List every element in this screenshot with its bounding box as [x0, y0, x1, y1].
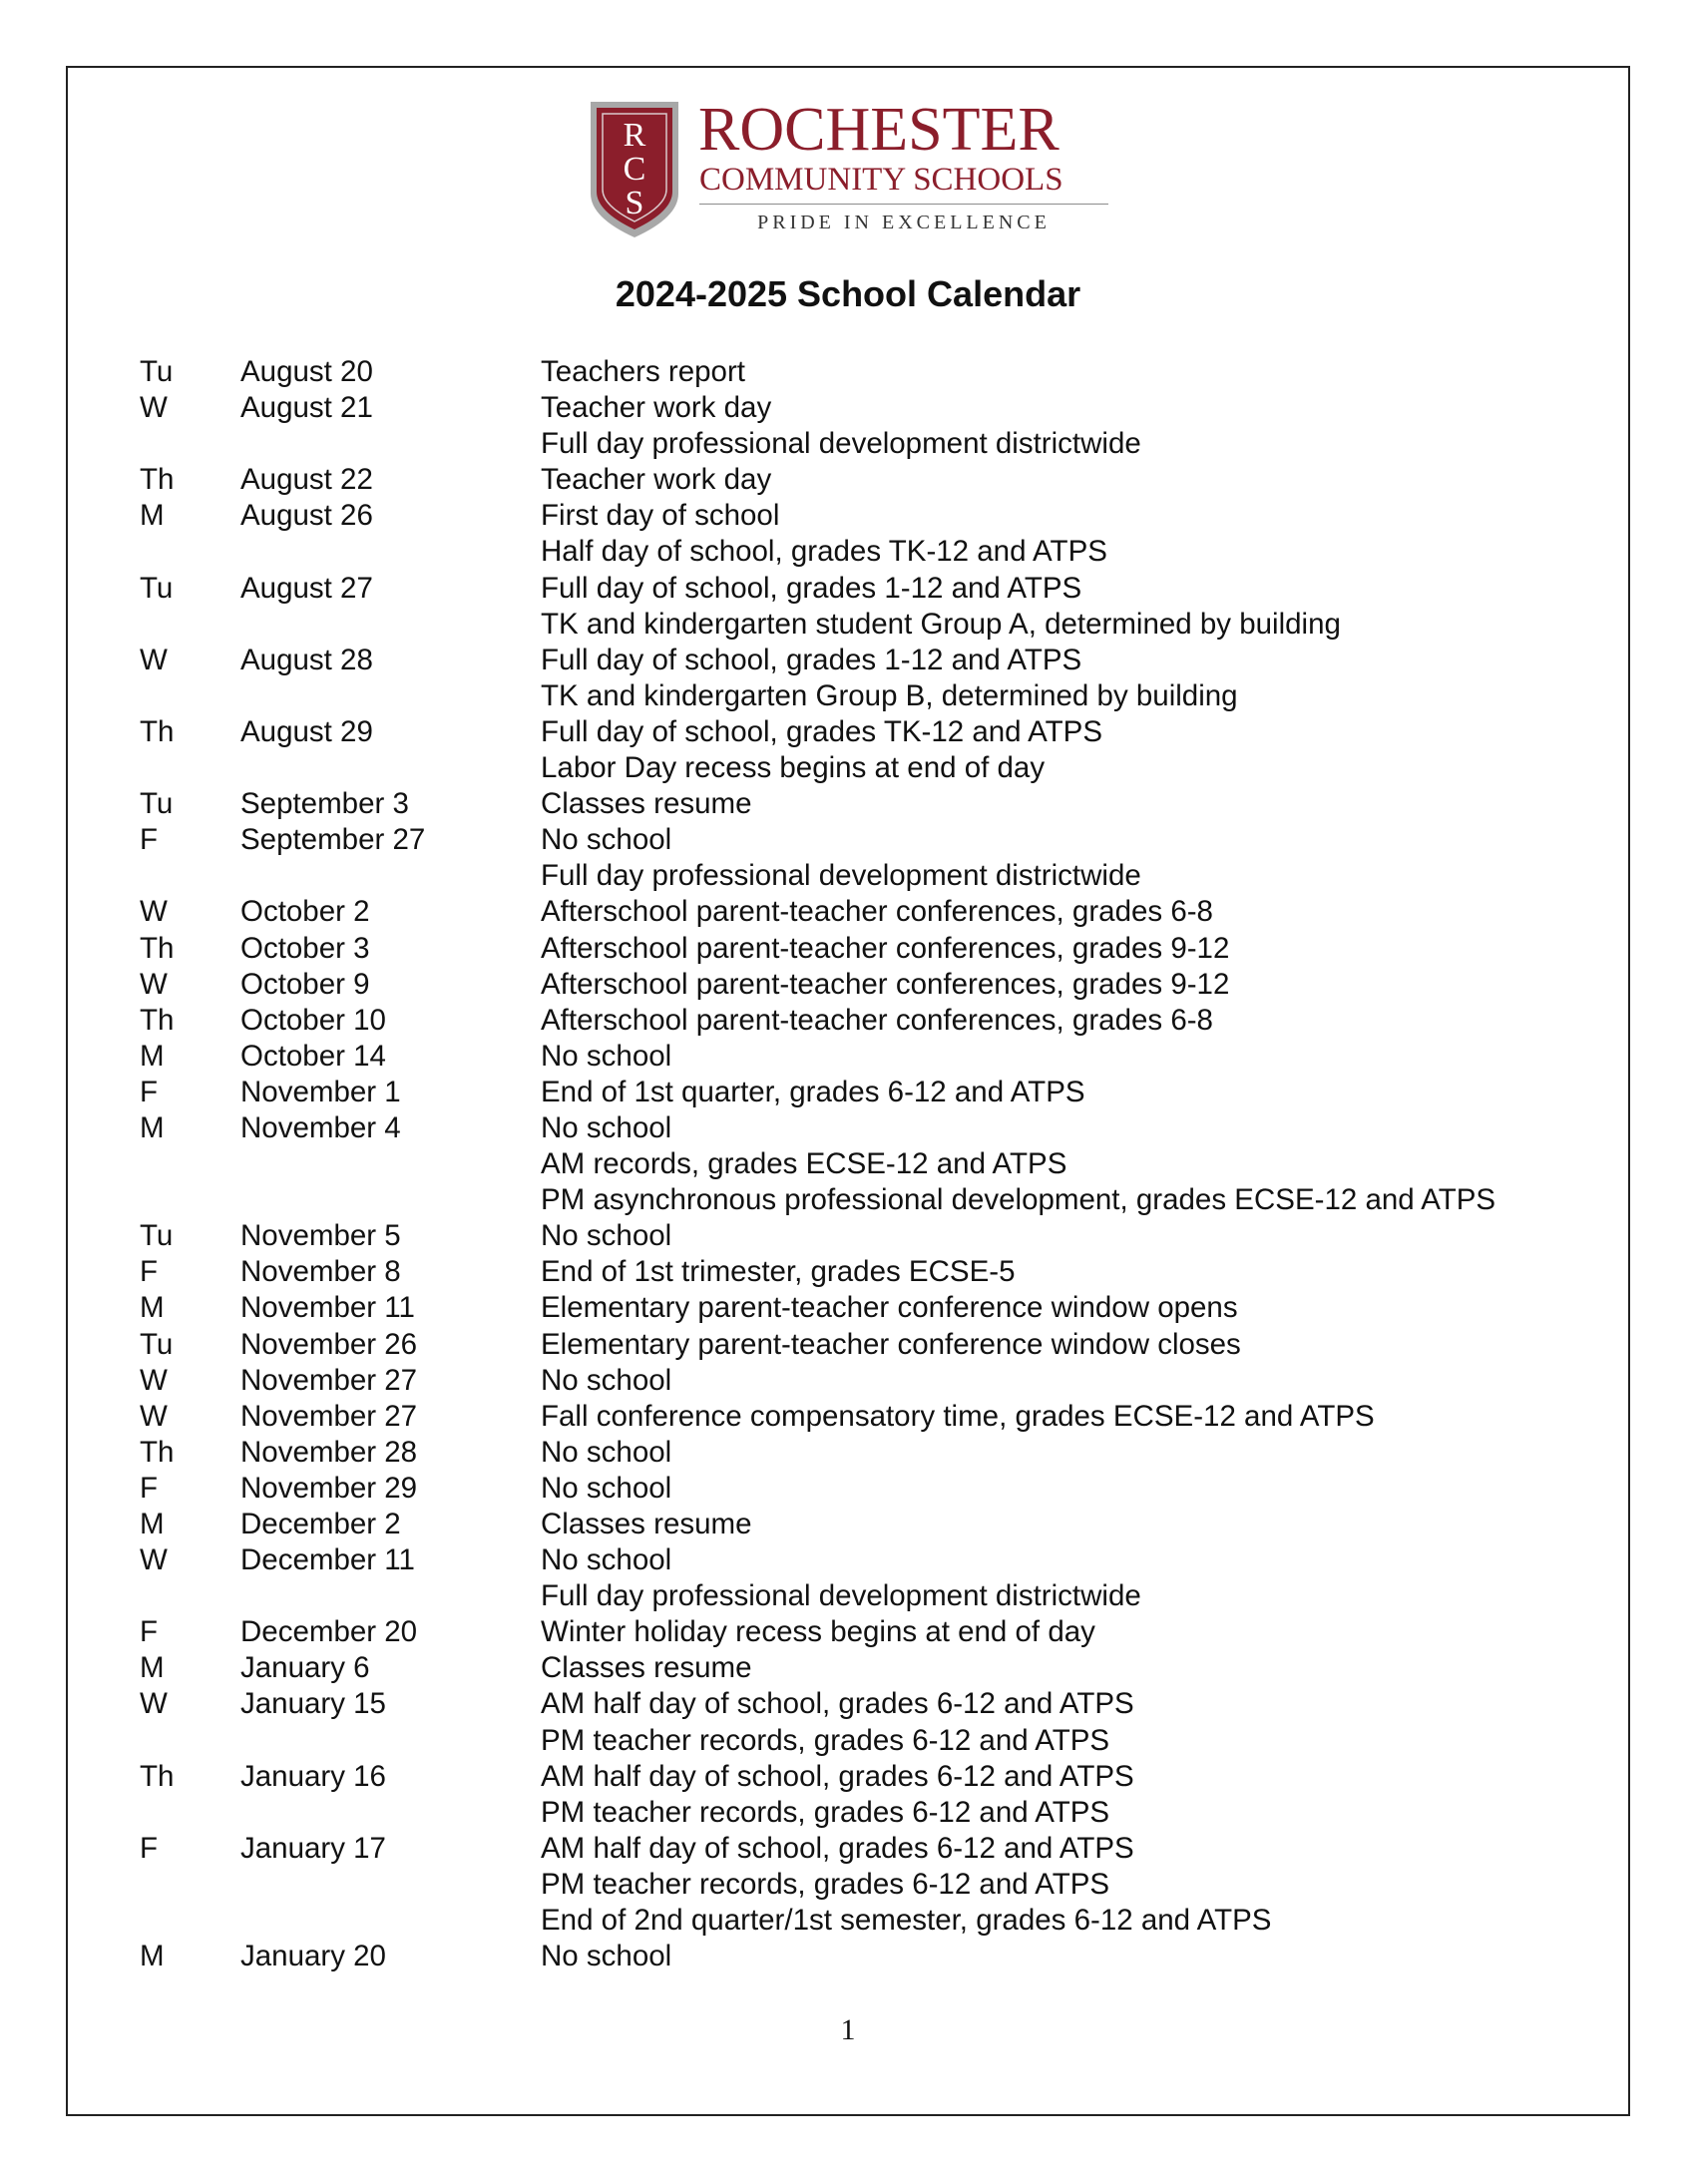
calendar-row: [140, 1218, 1576, 1254]
event-cell: AM half day of school, grades 6-12 and ATPS: [541, 1687, 1134, 1721]
weekday-cell: F: [140, 1471, 159, 1505]
event-cell: Full day of school, grades TK-12 and ATPS: [541, 714, 1102, 748]
calendar-row: [140, 1614, 1576, 1650]
event-cell: No school: [541, 1110, 672, 1144]
date-cell: November 27: [240, 1399, 418, 1433]
weekday-cell: W: [140, 1363, 168, 1397]
event-cell: No school: [541, 1471, 672, 1505]
weekday-cell: Th: [140, 931, 175, 965]
event-cell: No school: [541, 1363, 672, 1397]
calendar-row: [140, 967, 1576, 1003]
event-cell: Labor Day recess begins at end of day: [541, 751, 1046, 785]
event-cell: AM records, grades ECSE-12 and ATPS: [541, 1147, 1067, 1181]
date-cell: January 15: [240, 1687, 386, 1721]
event-cell: PM teacher records, grades 6-12 and ATPS: [541, 1795, 1110, 1829]
weekday-cell: W: [140, 1399, 168, 1433]
date-cell: September 27: [240, 823, 426, 857]
logo-tagline: PRIDE IN EXCELLENCE: [757, 212, 1051, 233]
date-cell: October 14: [240, 1039, 386, 1073]
weekday-cell: M: [140, 1651, 165, 1685]
weekday-cell: F: [140, 1075, 159, 1108]
date-cell: August 28: [240, 643, 373, 676]
calendar-row: [140, 1363, 1576, 1399]
event-cell: No school: [541, 1543, 672, 1577]
weekday-cell: Tu: [140, 787, 174, 821]
date-cell: November 28: [240, 1435, 418, 1469]
logo-divider: [699, 204, 1108, 205]
calendar-row: [140, 1399, 1576, 1435]
event-cell: Afterschool parent-teacher conferences, grades 6-8: [541, 895, 1213, 929]
date-cell: November 29: [240, 1471, 418, 1505]
weekday-cell: W: [140, 1543, 168, 1577]
weekday-cell: F: [140, 1255, 159, 1289]
calendar-row: [140, 534, 1576, 570]
calendar-row: [140, 822, 1576, 858]
event-cell: End of 1st quarter, grades 6-12 and ATPS: [541, 1075, 1085, 1108]
calendar-row: [140, 1939, 1576, 1974]
calendar-row: [140, 1831, 1576, 1867]
weekday-cell: M: [140, 1291, 165, 1325]
calendar-row: [140, 1795, 1576, 1831]
date-cell: October 3: [240, 931, 370, 965]
event-cell: Winter holiday recess begins at end of day: [541, 1615, 1095, 1649]
event-cell: AM half day of school, grades 6-12 and ATPS: [541, 1831, 1134, 1865]
calendar-row: [140, 1254, 1576, 1290]
calendar-row: [140, 1327, 1576, 1363]
weekday-cell: W: [140, 895, 168, 929]
weekday-cell: Tu: [140, 1327, 174, 1361]
calendar-row: [140, 1542, 1576, 1578]
date-cell: September 3: [240, 787, 409, 821]
event-cell: No school: [541, 1435, 672, 1469]
calendar-row: [140, 1290, 1576, 1326]
calendar-row: [140, 1146, 1576, 1182]
calendar-row: [140, 426, 1576, 462]
event-cell: Elementary parent-teacher conference window opens: [541, 1291, 1238, 1325]
calendar-row: [140, 354, 1576, 390]
date-cell: August 26: [240, 499, 373, 533]
calendar-row: [140, 643, 1576, 678]
calendar-row: [140, 498, 1576, 534]
event-cell: PM teacher records, grades 6-12 and ATPS: [541, 1723, 1110, 1757]
weekday-cell: Tu: [140, 571, 174, 605]
date-cell: October 10: [240, 1003, 386, 1037]
event-cell: Teacher work day: [541, 463, 772, 497]
calendar-row: [140, 462, 1576, 498]
logo-name: ROCHESTER: [698, 96, 1060, 164]
calendar-row: [140, 1723, 1576, 1759]
event-cell: PM teacher records, grades 6-12 and ATPS: [541, 1867, 1110, 1901]
calendar-row: [140, 858, 1576, 894]
event-cell: Classes resume: [541, 1651, 752, 1685]
event-cell: TK and kindergarten student Group A, determined by building: [541, 607, 1341, 641]
event-cell: Afterschool parent-teacher conferences, grades 9-12: [541, 967, 1230, 1001]
date-cell: November 26: [240, 1327, 418, 1361]
event-cell: Full day professional development districtwide: [541, 427, 1141, 461]
shield-icon: [587, 98, 682, 241]
weekday-cell: Tu: [140, 1219, 174, 1253]
weekday-cell: Tu: [140, 355, 174, 388]
event-cell: Half day of school, grades TK-12 and ATPS: [541, 535, 1107, 569]
calendar-row: [140, 1507, 1576, 1542]
date-cell: August 27: [240, 571, 373, 605]
weekday-cell: Th: [140, 1759, 175, 1793]
calendar-row: [140, 1471, 1576, 1507]
date-cell: October 2: [240, 895, 370, 929]
calendar-row: [140, 1759, 1576, 1795]
weekday-cell: Th: [140, 714, 175, 748]
date-cell: November 5: [240, 1219, 401, 1253]
calendar-row: [140, 1110, 1576, 1146]
calendar-row: [140, 894, 1576, 930]
event-cell: Full day of school, grades 1-12 and ATPS: [541, 571, 1082, 605]
weekday-cell: Th: [140, 1003, 175, 1037]
weekday-cell: W: [140, 1687, 168, 1721]
calendar-row: [140, 1578, 1576, 1614]
weekday-cell: M: [140, 1110, 165, 1144]
event-cell: No school: [541, 1940, 672, 1973]
event-cell: Full day professional development districtwide: [541, 859, 1141, 893]
date-cell: December 2: [240, 1508, 401, 1540]
page-title: 2024-2025 School Calendar: [615, 273, 1081, 314]
event-cell: No school: [541, 823, 672, 857]
district-logo: [587, 98, 1115, 241]
calendar-row: [140, 786, 1576, 822]
logo-subtitle: COMMUNITY SCHOOLS: [699, 162, 1063, 198]
weekday-cell: Th: [140, 463, 175, 497]
calendar-row: [140, 931, 1576, 967]
calendar-row: [140, 1435, 1576, 1471]
weekday-cell: W: [140, 643, 168, 676]
calendar-row: [140, 1003, 1576, 1039]
date-cell: January 16: [240, 1759, 386, 1793]
date-cell: November 4: [240, 1110, 401, 1144]
date-cell: October 9: [240, 967, 370, 1001]
calendar-row: [140, 714, 1576, 750]
date-cell: December 20: [240, 1615, 418, 1649]
event-cell: PM asynchronous professional development, grades ECSE-12 and ATPS: [541, 1183, 1496, 1217]
calendar-row: [140, 750, 1576, 786]
weekday-cell: F: [140, 1615, 159, 1649]
event-cell: AM half day of school, grades 6-12 and ATPS: [541, 1759, 1134, 1793]
event-cell: No school: [541, 1219, 672, 1253]
weekday-cell: Th: [140, 1435, 175, 1469]
shield-letter: C: [623, 151, 646, 188]
event-cell: Teacher work day: [541, 391, 772, 425]
weekday-cell: F: [140, 823, 159, 857]
date-cell: August 21: [240, 391, 373, 425]
calendar-row: [140, 1075, 1576, 1110]
calendar-list: [140, 354, 1576, 1974]
event-cell: Full day professional development districtwide: [541, 1579, 1141, 1613]
shield-letter: S: [625, 185, 644, 221]
date-cell: January 17: [240, 1831, 386, 1865]
event-cell: TK and kindergarten Group B, determined by building: [541, 678, 1238, 712]
event-cell: Classes resume: [541, 787, 752, 821]
calendar-row: [140, 678, 1576, 714]
date-cell: November 11: [240, 1291, 415, 1325]
event-cell: End of 1st trimester, grades ECSE-5: [541, 1255, 1016, 1289]
event-cell: Full day of school, grades 1-12 and ATPS: [541, 643, 1082, 676]
calendar-row: [140, 1867, 1576, 1903]
date-cell: November 27: [240, 1363, 418, 1397]
weekday-cell: F: [140, 1831, 159, 1865]
date-cell: November 1: [240, 1075, 401, 1108]
weekday-cell: M: [140, 1039, 165, 1073]
event-cell: First day of school: [541, 499, 780, 533]
calendar-row: [140, 571, 1576, 607]
event-cell: Fall conference compensatory time, grades ECSE-12 and ATPS: [541, 1399, 1375, 1433]
calendar-row: [140, 390, 1576, 426]
event-cell: End of 2nd quarter/1st semester, grades 6-12 and ATPS: [541, 1904, 1272, 1938]
calendar-row: [140, 1903, 1576, 1939]
date-cell: August 22: [240, 463, 373, 497]
weekday-cell: M: [140, 1940, 165, 1973]
shield-letter: R: [623, 117, 646, 154]
calendar-row: [140, 607, 1576, 643]
date-cell: August 29: [240, 714, 373, 748]
calendar-row: [140, 1182, 1576, 1218]
calendar-row: [140, 1039, 1576, 1075]
event-cell: Afterschool parent-teacher conferences, grades 6-8: [541, 1003, 1213, 1037]
calendar-row: [140, 1650, 1576, 1686]
date-cell: December 11: [240, 1543, 415, 1577]
date-cell: January 20: [240, 1940, 386, 1973]
event-cell: No school: [541, 1039, 672, 1073]
date-cell: November 8: [240, 1255, 401, 1289]
date-cell: August 20: [240, 355, 373, 388]
weekday-cell: W: [140, 967, 168, 1001]
weekday-cell: W: [140, 391, 168, 425]
date-cell: January 6: [240, 1651, 370, 1685]
event-cell: Classes resume: [541, 1508, 752, 1540]
event-cell: Afterschool parent-teacher conferences, grades 9-12: [541, 931, 1230, 965]
page-number: 1: [840, 2013, 856, 2046]
weekday-cell: M: [140, 1508, 165, 1540]
weekday-cell: M: [140, 499, 165, 533]
event-cell: Elementary parent-teacher conference window closes: [541, 1327, 1241, 1361]
calendar-row: [140, 1686, 1576, 1722]
event-cell: Teachers report: [541, 355, 745, 388]
